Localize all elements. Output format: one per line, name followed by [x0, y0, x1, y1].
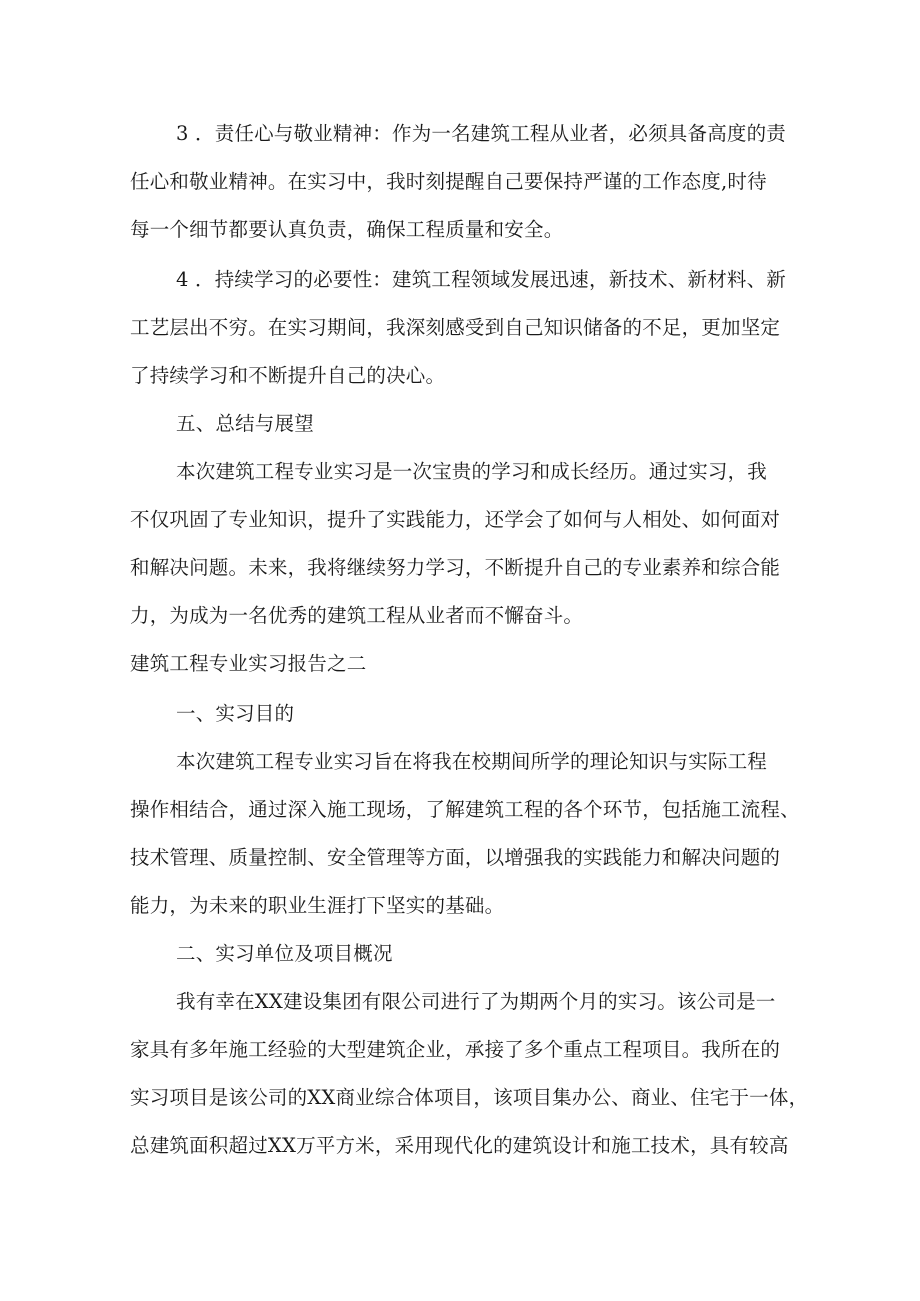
section-heading: 一、实习目的	[176, 702, 295, 725]
paragraph-line: 力，为成为一名优秀的建筑工程从业者而不懈奋斗。	[130, 604, 584, 627]
paragraph-line: 我有幸在XX建设集团有限公司进行了为期两个月的实习。该公司是一	[176, 990, 776, 1013]
paragraph-line: 实习项目是该公司的XX商业综合体项目，该项目集办公、商业、住宅于一体，	[130, 1086, 809, 1109]
paragraph-line: 了持续学习和不断提升自己的决心。	[130, 364, 446, 387]
paragraph-line: 和解决问题。未来，我将继续努力学习，不断提升自己的专业素养和综合能	[130, 556, 781, 579]
paragraph-line: 能力，为未来的职业生涯打下坚实的基础。	[130, 894, 505, 917]
paragraph-line: 本次建筑工程专业实习是一次宝贵的学习和成长经历。通过实习，我	[176, 460, 768, 483]
paragraph-line: 不仅巩固了专业知识，提升了实践能力，还学会了如何与人相处、如何面对	[130, 508, 781, 531]
section-heading: 二、实习单位及项目概况	[176, 942, 393, 965]
section-heading: 五、总结与展望	[176, 412, 314, 435]
paragraph-line: 操作相结合，通过深入施工现场，了解建筑工程的各个环节，包括施工流程、	[130, 798, 800, 821]
paragraph-line: 技术管理、质量控制、安全管理等方面，以增强我的实践能力和解决问题的	[130, 846, 781, 869]
paragraph-line: 每一个细节都要认真负责，确保工程质量和安全。	[130, 218, 564, 241]
paragraph-line: 本次建筑工程专业实习旨在将我在校期间所学的理论知识与实际工程	[176, 750, 768, 773]
paragraph-line: 工艺层出不穷。在实习期间，我深刻感受到自己知识储备的不足，更加坚定	[130, 316, 781, 339]
paragraph-line: 总建筑面积超过XX万平方米，采用现代化的建筑设计和施工技术，具有较高	[130, 1134, 789, 1157]
report-title: 建筑工程专业实习报告之二	[130, 652, 367, 675]
paragraph-line: 家具有多年施工经验的大型建筑企业，承接了多个重点工程项目。我所在的	[130, 1038, 781, 1061]
paragraph-line: 4 ．持续学习的必要性：建筑工程领域发展迅速，新技术、新材料、新	[176, 268, 787, 291]
paragraph-line: 3 ．责任心与敬业精神：作为一名建筑工程从业者，必须具备高度的责	[176, 122, 787, 145]
paragraph-line: 任心和敬业精神。在实习中，我时刻提醒自己要保持严谨的工作态度,时待	[130, 170, 767, 193]
